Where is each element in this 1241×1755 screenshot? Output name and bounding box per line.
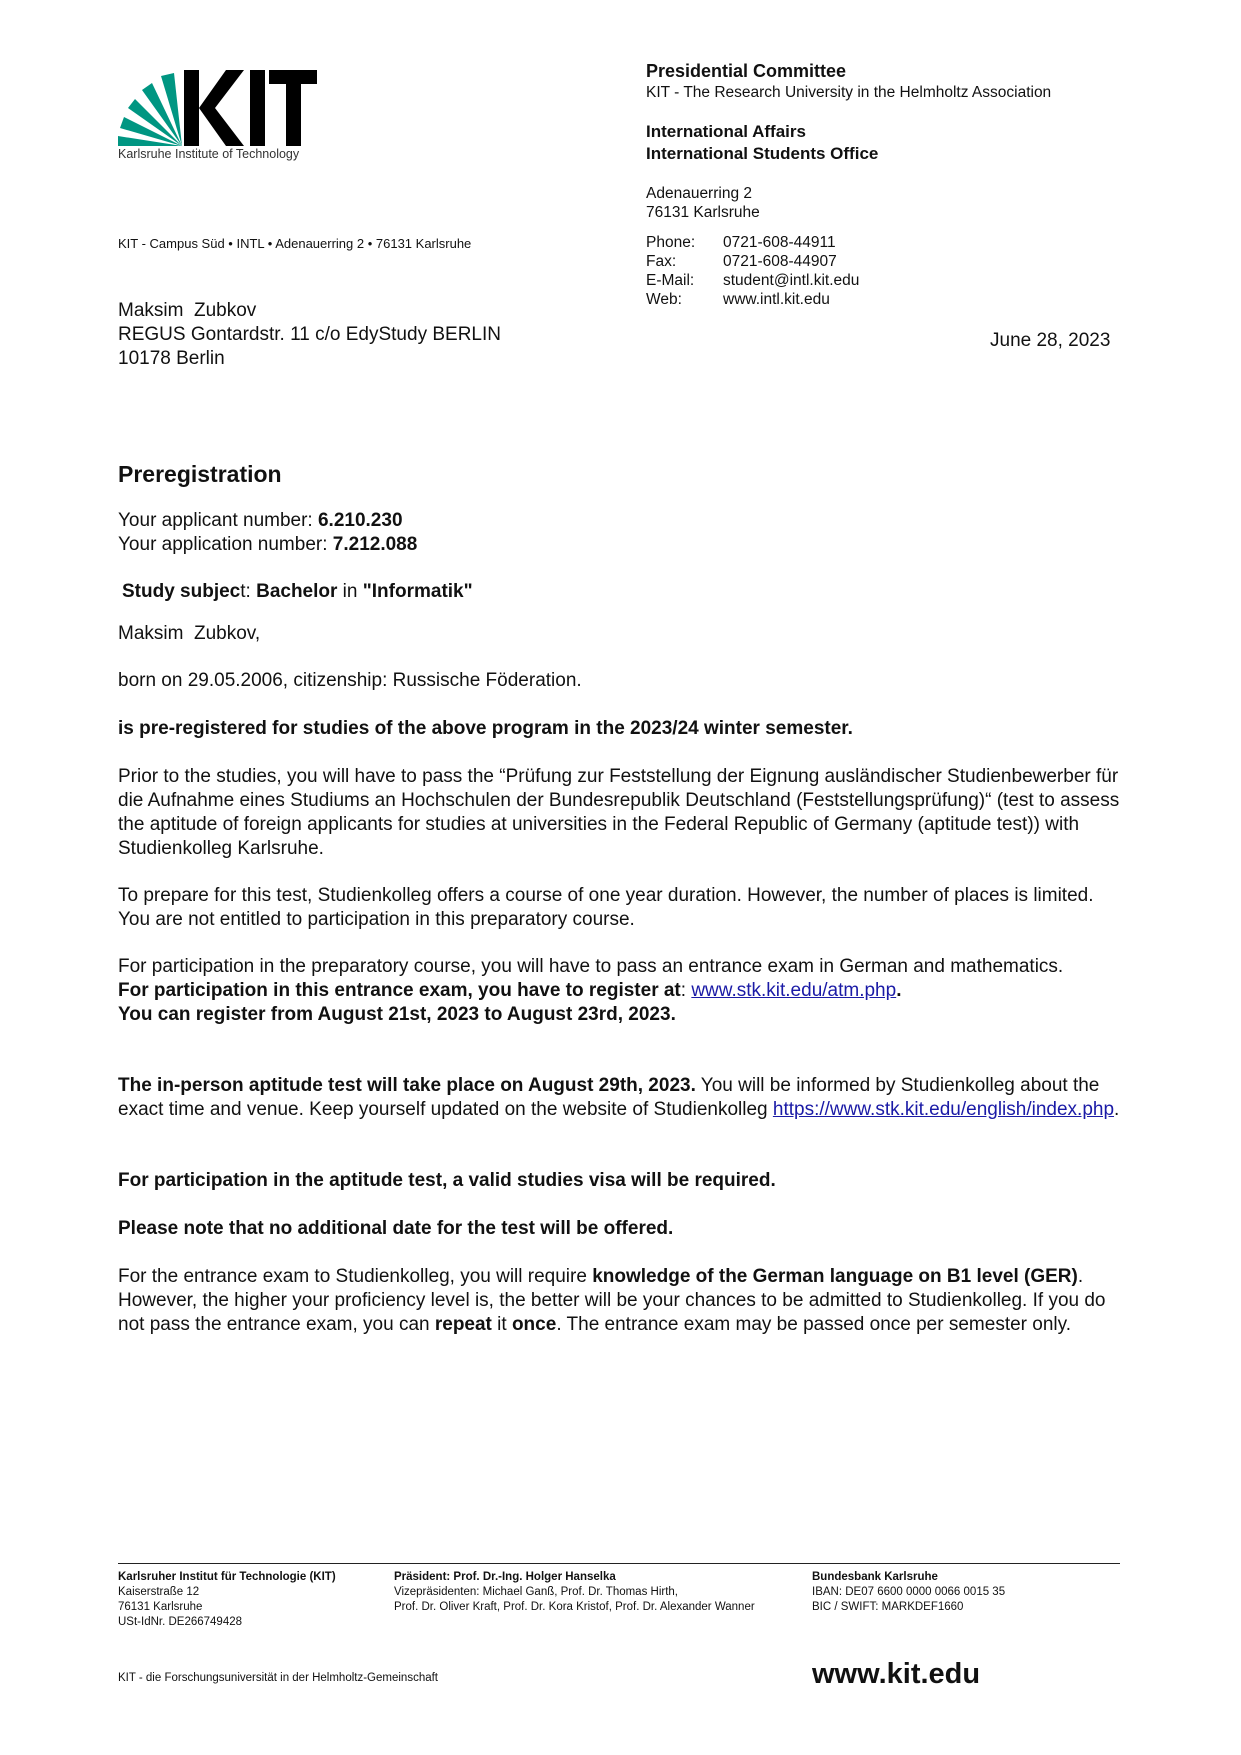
german-t3: it <box>491 1314 512 1335</box>
inperson-date: The in-person aptitude test will take place on August 29th, 2023. <box>118 1075 696 1096</box>
sender-line: KIT - Campus Süd • INTL • Adenauerring 2 • 76131 Karlsruhe <box>118 236 472 251</box>
footer-president-line: Prof. Dr. Oliver Kraft, Prof. Dr. Kora Kristof, Prof. Dr. Alexander Wanner <box>394 1601 755 1613</box>
study-subject <box>122 580 1132 604</box>
study-in: in <box>337 581 363 602</box>
study-label: Study subjec <box>122 581 241 602</box>
contact-block <box>646 233 859 309</box>
footer-president-head: Präsident: Prof. Dr.-Ing. Holger Hanselka <box>394 1571 616 1583</box>
contact-phone <box>646 233 859 252</box>
footer-bank-line: BIC / SWIFT: MARKDEF1660 <box>812 1601 964 1613</box>
study-subject-name: "Informatik" <box>362 581 473 602</box>
inperson-end: . <box>1114 1099 1120 1120</box>
footer-bank-line: IBAN: DE07 6600 0000 0066 0015 35 <box>812 1586 1006 1598</box>
contact-value: student@intl.kit.edu <box>723 272 860 289</box>
paragraph-german <box>118 1265 1128 1337</box>
paragraph-visa: For participation in the aptitude test, a valid studies visa will be required. <box>118 1170 776 1191</box>
kit-fan-icon <box>118 73 182 146</box>
recipient-name: Maksim Zubkov <box>118 300 257 321</box>
contact-fax <box>646 252 859 271</box>
register-link[interactable]: www.stk.kit.edu/atm.php <box>691 980 897 1001</box>
contact-web <box>646 290 859 309</box>
paragraph-prepare: To prepare for this test, Studienkolleg offers a course of one year duration. However, the number of places is limited. You are not entitled to participation in this preparatory course. <box>118 885 1094 930</box>
logo-subtitle: Karlsruhe Institute of Technology <box>118 147 300 161</box>
paragraph-nodate: Please note that no additional date for the test will be offered. <box>118 1218 674 1239</box>
footer-col-bank <box>812 1570 1005 1615</box>
german-repeat: repeat <box>434 1314 492 1335</box>
inperson-text: You will be informed by Studienkolleg about the exact time and venue. Keep yourself updated on the website of Studienkolleg <box>118 1075 1100 1120</box>
contact-value: www.intl.kit.edu <box>723 291 830 308</box>
paragraph-prior: Prior to the studies, you will have to pass the “Prüfung zur Feststellung der Eignung ausländischer Studienbewerber für die Aufnahme eines Studiums an Hochschulen der Bundesrepublik Deutschland (Feststellungsprüfung)“ (test to assess the aptitude of foreign applicants for studies at universities in the Federal Republic of Germany (aptitude test)) with Studienkolleg Karlsruhe. <box>118 766 1120 859</box>
paragraph-participation <box>118 955 1128 1027</box>
footer-col-president <box>394 1570 755 1615</box>
page-title: Preregistration <box>118 461 282 487</box>
letterhead-address2: 76131 Karlsruhe <box>646 204 760 221</box>
footer-kit-head: Karlsruher Institut für Technologie (KIT) <box>118 1571 336 1583</box>
german-level: knowledge of the German language on B1 level (GER) <box>592 1266 1078 1287</box>
footer-col-kit <box>118 1570 336 1630</box>
letterhead-address1: Adenauerring 2 <box>646 185 752 202</box>
paragraph-inperson <box>118 1074 1128 1122</box>
kit-logo <box>118 70 318 146</box>
german-t1: For the entrance exam to Studienkolleg, you will require <box>118 1266 593 1287</box>
study-label-rest: t: <box>240 581 257 602</box>
recipient-street: REGUS Gontardstr. 11 c/o EdyStudy BERLIN <box>118 324 501 345</box>
letterhead-title: Presidential Committee <box>646 61 847 81</box>
studienkolleg-link[interactable]: https://www.stk.kit.edu/english/index.php <box>772 1099 1115 1120</box>
letterhead-dept1: International Affairs <box>646 122 806 141</box>
footer-kit-line: Kaiserstraße 12 <box>118 1586 200 1598</box>
register-dates: You can register from August 21st, 2023 to August 23rd, 2023. <box>118 1004 676 1025</box>
contact-label: E-Mail: <box>646 272 695 289</box>
footer-bank-head: Bundesbank Karlsruhe <box>812 1571 938 1583</box>
participation-line: For participation in the preparatory course, you will have to pass an entrance exam in German and mathematics. <box>118 956 1064 977</box>
contact-value: 0721-608-44907 <box>723 253 837 270</box>
recipient-address <box>118 299 501 371</box>
footer-kit-line: 76131 Karlsruhe <box>118 1601 203 1613</box>
application-label: Your application number: <box>118 534 333 555</box>
applicant-number: 6.210.230 <box>317 510 403 531</box>
application-number: 7.212.088 <box>332 534 418 555</box>
applicant-label: Your applicant number: <box>118 510 318 531</box>
contact-label: Fax: <box>646 253 677 270</box>
footer-url[interactable]: www.kit.edu <box>812 1658 981 1690</box>
salutation: Maksim Zubkov, <box>118 623 261 644</box>
letter-date: June 28, 2023 <box>990 330 1111 351</box>
register-period: . <box>896 980 902 1001</box>
kit-letters <box>184 70 317 146</box>
footer-tagline: KIT - die Forschungsuniversität in der Helmholtz-Gemeinschaft <box>118 1672 439 1684</box>
register-colon: : <box>680 980 692 1001</box>
footer-divider <box>118 1563 1120 1564</box>
german-once: once <box>511 1314 557 1335</box>
register-text: For participation in this entrance exam, you have to register at <box>118 980 681 1001</box>
footer-president-line: Vizepräsidenten: Michael Ganß, Prof. Dr. Thomas Hirth, <box>394 1586 679 1598</box>
born-line: born on 29.05.2006, citizenship: Russische Föderation. <box>118 670 582 691</box>
contact-label: Phone: <box>646 234 696 251</box>
contact-label: Web: <box>646 291 682 308</box>
german-t2: . However, the higher your proficiency level is, the better will be your chances to be admitted to Studienkolleg. If you do not pass the entrance exam, you can <box>118 1266 1106 1335</box>
footer-kit-line: USt-IdNr. DE266749428 <box>118 1616 243 1628</box>
contact-value: 0721-608-44911 <box>723 234 836 251</box>
contact-email <box>646 271 859 290</box>
letterhead-dept2: International Students Office <box>646 144 879 163</box>
letterhead-subtitle: KIT - The Research University in the Helmholtz Association <box>646 84 1052 101</box>
applicant-numbers <box>118 509 1128 557</box>
german-t4: . The entrance exam may be passed once per semester only. <box>556 1314 1071 1335</box>
study-degree: Bachelor <box>256 581 338 602</box>
preregistered-line: is pre-registered for studies of the above program in the 2023/24 winter semester. <box>118 718 853 739</box>
recipient-city: 10178 Berlin <box>118 348 225 369</box>
